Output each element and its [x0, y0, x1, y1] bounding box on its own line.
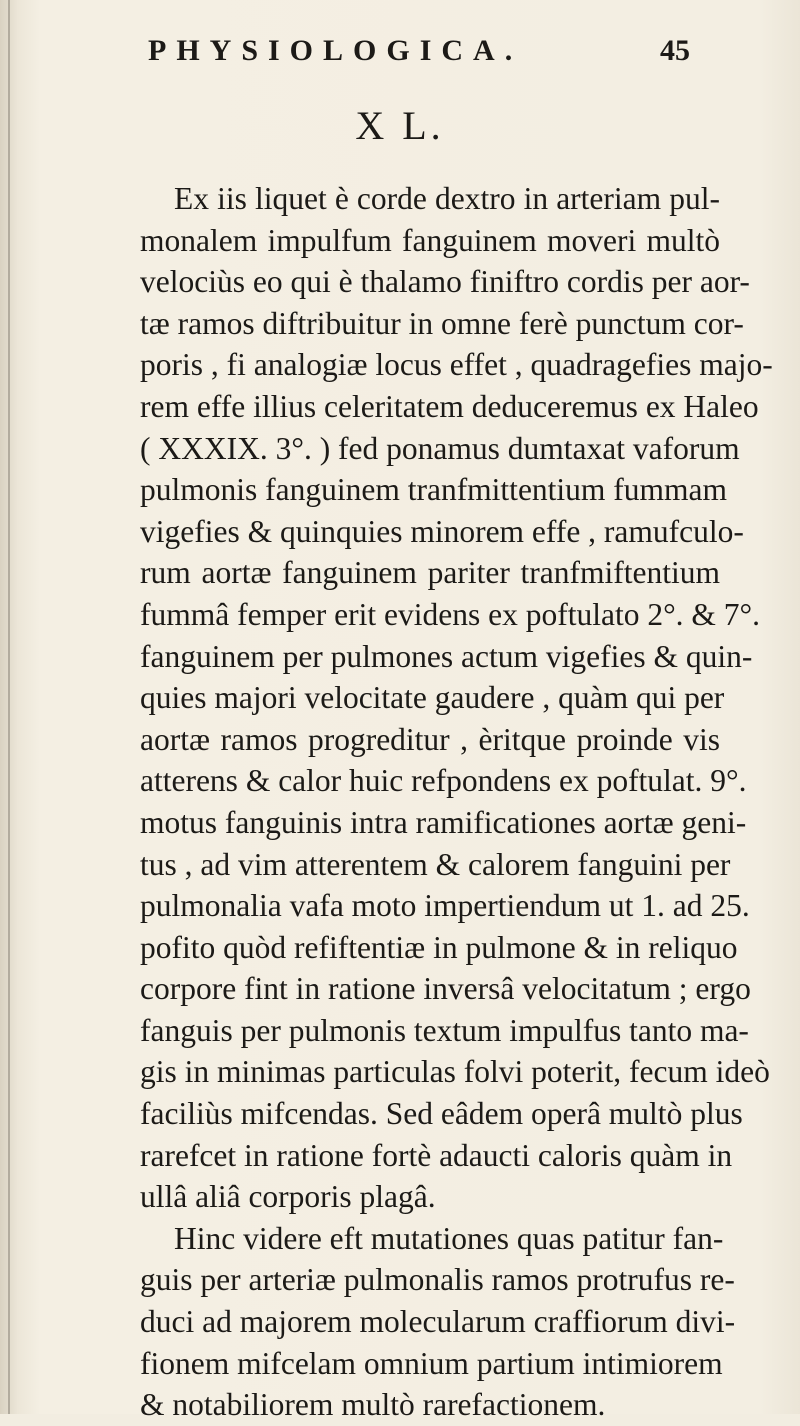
text-line: monalem impulfum fanguinem moveri multò	[140, 222, 720, 258]
text-line: velociùs eo qui è thalamo finiftro cordis per aor-	[140, 264, 750, 300]
text-line: fanguinem per pulmones actum vigefies & quin-	[140, 638, 753, 674]
text-body	[140, 178, 773, 1426]
text-line: vigefies & quinquies minorem effe , ramufculo-	[140, 513, 744, 549]
text-line: gis in minimas particulas folvi poterit, fecum ideò	[140, 1054, 770, 1090]
text-line: Ex iis liquet è corde dextro in arteriam pul-	[174, 181, 720, 216]
text-line: motus fanguinis intra ramificationes aortæ geni-	[140, 804, 747, 840]
text-line: pulmonis fanguinem tranfmittentium fummam	[140, 472, 728, 508]
section-number: X L.	[355, 103, 445, 148]
text-line: rarefcet in ratione fortè adaucti caloris quàm in	[140, 1137, 733, 1173]
text-line: poris , fi analogiæ locus effet , quadragefies majo-	[140, 347, 773, 383]
text-line: aortæ ramos progreditur , èritque proinde vis	[140, 721, 720, 757]
text-line: rem effe illius celeritatem deduceremus ex Haleo	[140, 388, 759, 424]
text-line: fionem mifcelam omnium partium intimiorem	[140, 1345, 723, 1381]
text-line: fummâ femper erit evidens ex poftulato 2°. & 7°.	[140, 596, 761, 632]
text-line: pulmonalia vafa moto impertiendum ut 1. ad 25.	[140, 888, 750, 924]
text-line: Hinc videre eft mutationes quas patitur fan-	[174, 1220, 724, 1256]
running-title: PHYSIOLOGICA.	[148, 34, 523, 67]
text-line: atterens & calor huic refpondens ex poftulat. 9°.	[140, 763, 747, 799]
text-line: ( XXXIX. 3°. ) fed ponamus dumtaxat vaforum	[140, 430, 740, 466]
text-line: fanguis per pulmonis textum impulfus tanto ma-	[140, 1012, 749, 1048]
text-line: guis per arteriæ pulmonalis ramos protrufus re-	[140, 1262, 735, 1298]
text-line: ullâ aliâ corporis plagâ.	[140, 1179, 436, 1215]
page-number: 45	[660, 34, 690, 67]
text-line: rum aortæ fanguinem pariter tranfmiftentium	[140, 555, 720, 591]
text-line: duci ad majorem molecularum craffiorum divi-	[140, 1304, 736, 1340]
text-line: corpore fint in ratione inversâ velocitatum ; ergo	[140, 971, 751, 1007]
text-line: & notabiliorem multò rarefactionem.	[140, 1387, 606, 1423]
gutter-line	[8, 0, 10, 1414]
text-line: quies majori velocitate gaudere , quàm qui per	[140, 680, 725, 716]
text-line: tæ ramos diftribuitur in omne ferè punctum cor-	[140, 305, 744, 341]
text-line: pofito quòd refiftentiæ in pulmone & in reliquo	[140, 929, 738, 965]
text-line: faciliùs mifcendas. Sed eâdem operâ multò plus	[140, 1096, 743, 1132]
text-line: tus , ad vim atterentem & calorem fanguini per	[140, 846, 731, 882]
